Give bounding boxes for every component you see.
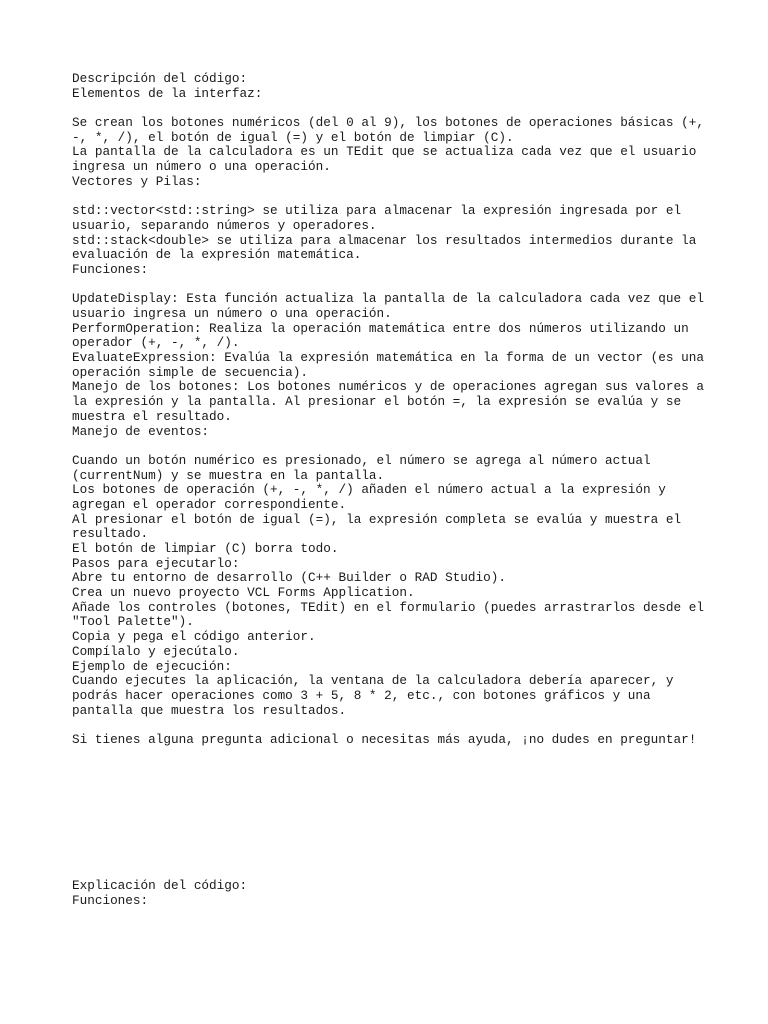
text-line: Cuando ejecutes la aplicación, la ventana de la calculadora debería aparecer, y — [72, 673, 674, 689]
text-line: Crea un nuevo proyecto VCL Forms Application. — [72, 585, 415, 601]
text-line: resultado. — [72, 526, 149, 542]
text-line: Explicación del código: — [72, 878, 248, 893]
text-line: El botón de limpiar (C) borra todo. — [72, 541, 339, 556]
text-line: Vectores y Pilas: — [72, 173, 202, 189]
text-line: operación simple de secuencia). — [72, 364, 309, 380]
text-line: Cuando un botón numérico es presionado, el número se agrega al número actual — [72, 452, 651, 468]
text-line: Si tienes alguna pregunta adicional o necesitas más ayuda, ¡no dudes en preguntar! — [72, 731, 697, 747]
text-line: La pantalla de la calculadora es un TEdit que se actualiza cada vez que el usuario — [72, 144, 697, 160]
text-line — [72, 101, 712, 116]
document-body — [72, 72, 712, 748]
document-footer-section — [72, 879, 712, 908]
text-line: -, *, /), el botón de igual (=) y el botón de limpiar (C). — [72, 129, 514, 145]
text-line: la expresión y la pantalla. Al presionar el botón =, la expresión se evalúa y se — [72, 394, 682, 410]
text-line — [72, 439, 712, 454]
text-line: Manejo de los botones: Los botones numéricos y de operaciones agregan sus valores a — [72, 379, 704, 395]
text-line — [72, 278, 712, 293]
text-line: Manejo de eventos: — [72, 423, 210, 439]
text-line: std::stack<double> se utiliza para almacenar los resultados intermedios durante la — [72, 232, 697, 248]
text-line: podrás hacer operaciones como 3 + 5, 8 * 2, etc., con botones gráficos y una — [72, 687, 651, 703]
text-line: Elementos de la interfaz: — [72, 85, 263, 101]
text-line: Descripción del código: — [72, 71, 248, 86]
text-line: usuario ingresa un número o una operación. — [72, 306, 392, 321]
text-line: evaluación de la expresión matemática. — [72, 247, 362, 263]
text-line: Funciones: — [72, 892, 149, 908]
text-line: Abre tu entorno de desarrollo (C++ Builder o RAD Studio). — [72, 570, 506, 586]
text-line: EvaluateExpression: Evalúa la expresión matemática en la forma de un vector (es una — [72, 350, 704, 366]
text-line: Al presionar el botón de igual (=), la expresión completa se evalúa y muestra el — [72, 511, 682, 527]
text-line: Los botones de operación (+, -, *, /) añaden el número actual a la expresión y — [72, 482, 666, 498]
text-line: Pasos para ejecutarlo: — [72, 555, 240, 571]
text-line: ingresa un número o una operación. — [72, 159, 331, 175]
text-line: operador (+, -, *, /). — [72, 335, 240, 351]
text-line: Ejemplo de ejecución: — [72, 658, 232, 674]
text-line: (currentNum) y se muestra en la pantalla. — [72, 467, 385, 483]
text-line: muestra el resultado. — [72, 408, 232, 424]
text-line: Copia y pega el código anterior. — [72, 629, 316, 645]
text-line: PerformOperation: Realiza la operación matemática entre dos números utilizando un — [72, 320, 689, 336]
text-line — [72, 718, 712, 733]
text-line — [72, 190, 712, 205]
text-line: Añade los controles (botones, TEdit) en el formulario (puedes arrastrarlos desde el — [72, 599, 704, 615]
text-line: "Tool Palette"). — [72, 614, 194, 630]
text-line: usuario, separando números y operadores. — [72, 217, 377, 233]
text-line: std::vector<std::string> se utiliza para almacenar la expresión ingresada por el — [72, 203, 682, 219]
text-line: Se crean los botones numéricos (del 0 al 9), los botones de operaciones básicas (+, — [72, 115, 704, 131]
text-line: UpdateDisplay: Esta función actualiza la pantalla de la calculadora cada vez que el — [72, 291, 704, 307]
text-line: Funciones: — [72, 261, 149, 277]
text-line: agregan el operador correspondiente. — [72, 496, 347, 512]
text-line: Compílalo y ejecútalo. — [72, 643, 240, 659]
text-line: pantalla que muestra los resultados. — [72, 702, 347, 718]
